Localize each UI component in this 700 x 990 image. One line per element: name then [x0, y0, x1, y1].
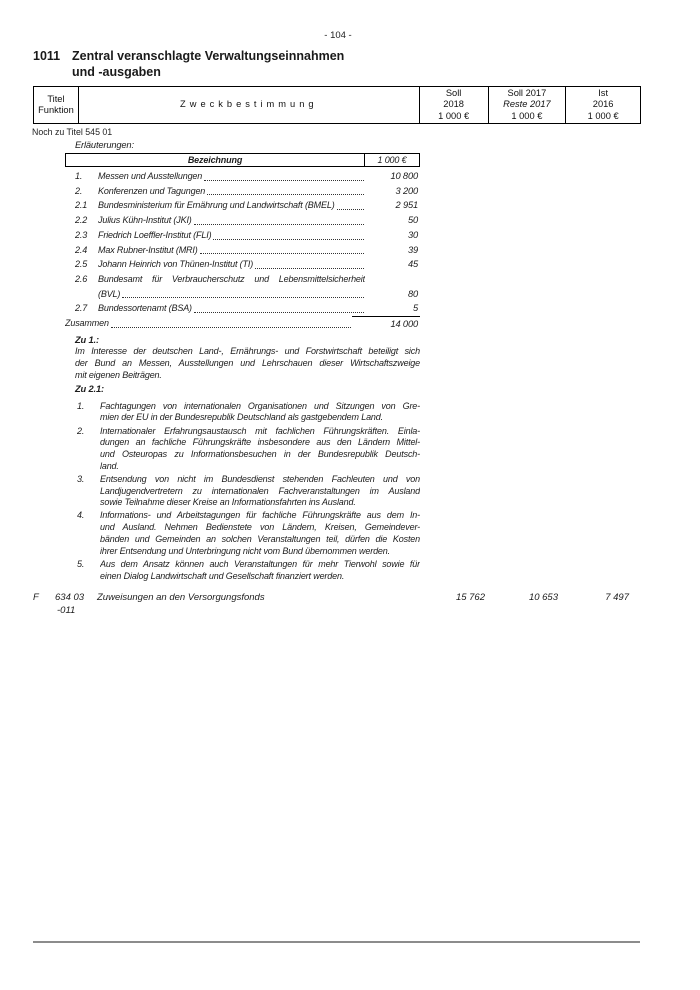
entry-titel: 634 03 [55, 592, 85, 603]
table-row [65, 198, 420, 213]
list-item-text: Internationaler Erfahrungsaustausch mit fachlichen Führungskräften. Einla- dungen an fachliche Führungskräfte insbesondere aus den Ländern Mittel- und Osteuropas zu Informationsbesuchen in der Bundesrepublik Deutsch- land. [100, 425, 420, 471]
list-item-number: 3. [77, 473, 85, 484]
row-text: Messen und Ausstellungen [98, 169, 365, 184]
zu-2-1-heading: Zu 2.1: [75, 384, 104, 395]
chapter-title-line2: und -ausgaben [72, 65, 161, 79]
chapter-title-line1: Zentral veranschlagte Verwaltungseinnahmen [72, 49, 345, 63]
total-row [65, 316, 420, 332]
zu-1-paragraph: Im Interesse der deutschen Land-, Ernährungs- und Forstwirtschaft beteiligt sich der Bund an Messen, Ausstellungen und Lehrschauen dieser Wirtschaftszweige mit eigenen Beiträgen. [75, 346, 420, 380]
row-value: 39 [407, 244, 418, 255]
row-number: 2.1 [75, 200, 88, 211]
list-item-text: Entsendung von nicht im Bundesdienst stehenden Fachleuten und von Landjugendvertretern zu internationalen Fachveranstaltungen im Ausland sowie Teilnahme dieser Kreise an Informationsfahrten ins Ausland. [100, 473, 420, 508]
total-label: Zusammen [65, 316, 352, 332]
list-item [77, 474, 420, 509]
explanations-rows [65, 167, 420, 316]
list-item [77, 426, 420, 473]
list-item [77, 559, 420, 582]
ist-year: 2016 [592, 99, 614, 110]
column-header-soll-2017 [488, 87, 566, 123]
titel-label: Titel [47, 93, 65, 104]
row-value: 80 [407, 288, 418, 299]
row-text: Bundesministerium für Ernährung und Landwirtschaft (BMEL) [98, 198, 365, 213]
ist-label: Ist [598, 87, 609, 98]
soll-unit: 1 000 € [438, 110, 470, 121]
entry-funktion: -011 [57, 605, 76, 616]
zweckbestimmung-label: Zweckbestimmung [180, 99, 318, 110]
header-unit: 1 000 € [364, 154, 419, 166]
table-row [65, 243, 420, 258]
row-number: 2.7 [75, 303, 88, 314]
table-row [65, 169, 420, 184]
row-value: 10 800 [390, 171, 418, 181]
list-item-text: Aus dem Ansatz können auch Veranstaltungen für mehr Tierwohl sowie für einen Dialog Landwirtschaft und Gesellschaft finanziert werden. [100, 558, 420, 581]
row-value: 5 [412, 303, 418, 314]
row-text: Max Rubner-Institut (MRI) [98, 243, 365, 258]
reste2017-label: Reste 2017 [503, 99, 551, 110]
table-row [65, 213, 420, 228]
entry-soll-2017: 10 653 [528, 592, 558, 603]
row-text: Johann Heinrich von Thünen-Institut (TI) [98, 257, 365, 272]
row-value: 45 [407, 259, 418, 270]
note-titel-reference: Noch zu Titel 545 01 [32, 127, 113, 137]
row-value: 3 200 [395, 185, 418, 196]
soll2017-label: Soll 2017 [507, 87, 547, 98]
row-text: Bundesamt für Verbraucherschutz und Lebensmittelsicherheit (BVL) [98, 273, 365, 299]
list-item-text: Informations- und Arbeitstagungen für fachliche Führungskräfte aus dem In- und Ausland. Nehmen Bedienstete von Ländern, Kreisen, Gemeindever- bänden und Gemeinden an solchen Veranstaltungen teil, dürfen die Kosten ihrer Entsendung und Unterbringung nicht vom Bund übernommen werden. [100, 510, 420, 556]
explanations-section [65, 140, 420, 584]
chapter-title [72, 48, 344, 80]
list-item-text: Fachtagungen von internationalen Organisationen und Sitzungen von Gre- mien der EU in der Bundesrepublik Deutschland als gastgebendem Land. [100, 400, 420, 423]
page-number: - 104 - [324, 30, 352, 41]
ist-unit: 1 000 € [587, 110, 619, 121]
explanations-label: Erläuterungen: [75, 140, 134, 150]
entry-ist-2016: 7 497 [605, 592, 629, 603]
zu-2-1-list [77, 401, 420, 583]
entry-titel-funktion [55, 591, 97, 617]
row-number: 2.4 [75, 244, 88, 255]
row-text: Bundessortenamt (BSA) [98, 301, 365, 316]
footer-rule [33, 941, 640, 943]
list-item-number: 2. [77, 425, 85, 436]
list-item-number: 5. [77, 558, 85, 569]
entry-soll-2018: 15 762 [455, 592, 485, 603]
column-header-titel-funktion [34, 87, 78, 123]
row-value: 2 951 [395, 200, 418, 211]
list-item [77, 401, 420, 424]
header-bezeichnung: Bezeichnung [187, 155, 243, 165]
explanations-table [65, 153, 420, 332]
column-header-ist-2016 [565, 87, 640, 123]
soll-year: 2018 [443, 99, 464, 110]
entry-flag: F [33, 592, 39, 603]
chapter-heading [33, 48, 633, 80]
list-item-number: 4. [77, 510, 85, 521]
table-row [65, 301, 420, 316]
row-value: 30 [407, 229, 418, 240]
row-number: 2.6 [75, 273, 88, 284]
table-row [65, 184, 420, 199]
budget-table-header [33, 86, 641, 124]
row-value: 50 [407, 215, 418, 226]
row-text: Julius Kühn-Institut (JKI) [98, 213, 365, 228]
table-row [65, 272, 420, 301]
total-value: 14 000 [352, 316, 420, 332]
row-number: 2.5 [75, 259, 88, 270]
list-item [77, 510, 420, 557]
soll2017-unit: 1 000 € [511, 110, 543, 121]
explanations-table-header [65, 153, 420, 167]
budget-entry-row [33, 591, 641, 617]
row-number: 2.3 [75, 229, 88, 240]
soll-label: Soll [445, 87, 462, 98]
row-text: Friedrich Loeffler-Institut (FLI) [98, 228, 365, 243]
entry-title: Zuweisungen an den Versorgungsfonds [97, 592, 265, 603]
row-number: 1. [75, 171, 83, 181]
row-number: 2. [75, 185, 83, 196]
zu-1-heading: Zu 1.: [75, 334, 99, 345]
column-header-zweckbestimmung [78, 87, 419, 123]
table-row [65, 228, 420, 243]
row-text: Konferenzen und Tagungen [98, 184, 365, 199]
row-number: 2.2 [75, 215, 88, 226]
list-item-number: 1. [77, 400, 85, 411]
column-header-soll-2018 [419, 87, 488, 123]
chapter-code: 1011 [33, 49, 61, 63]
table-row [65, 257, 420, 272]
funktion-label: Funktion [38, 105, 74, 115]
